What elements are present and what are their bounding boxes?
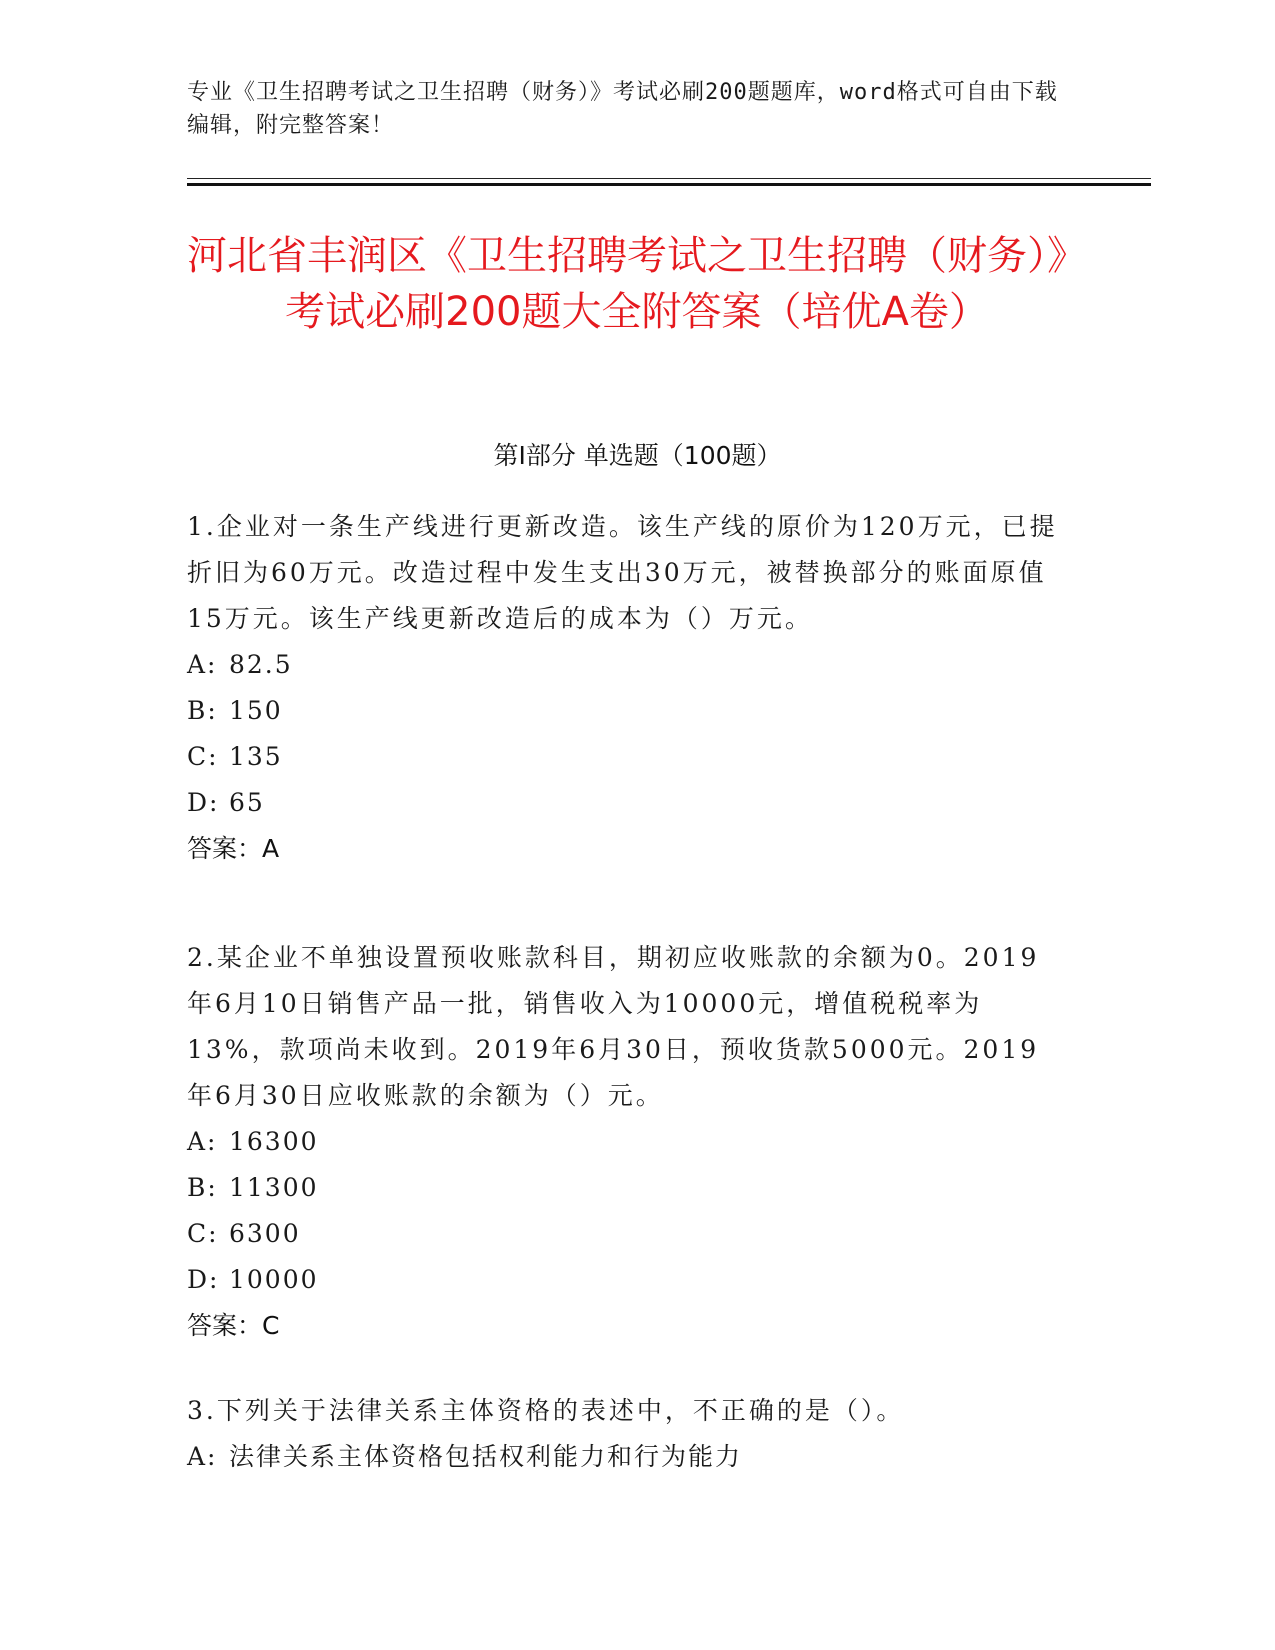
option-letter: B: <box>187 1173 218 1202</box>
header-divider-thin <box>187 178 1151 179</box>
option-d <box>187 1257 1067 1303</box>
option-letter: A: <box>187 1127 218 1156</box>
option-text: 150 <box>229 696 283 725</box>
option-text: 135 <box>229 742 283 771</box>
option-letter: B: <box>187 696 218 725</box>
option-text: 10000 <box>229 1265 319 1294</box>
question-stem: 3.下列关于法律关系主体资格的表述中，不正确的是（）。 <box>187 1396 905 1425</box>
option-a <box>187 1119 1067 1165</box>
option-b <box>187 688 1067 734</box>
option-text: 6300 <box>229 1219 301 1248</box>
option-text: 11300 <box>229 1173 319 1202</box>
question-2 <box>187 935 1067 1349</box>
option-c <box>187 734 1067 780</box>
option-letter: C: <box>187 1219 219 1248</box>
question-stem: 1.企业对一条生产线进行更新改造。该生产线的原价为120万元，已提折旧为60万元。改造过程中发生支出30万元，被替换部分的账面原值15万元。该生产线更新改造后的成本为（）万元。 <box>187 512 1058 633</box>
answer: 答案：C <box>187 1311 280 1340</box>
option-letter: C: <box>187 742 219 771</box>
document-title: 河北省丰润区《卫生招聘考试之卫生招聘（财务）》考试必刷200题大全附答案（培优A卷） <box>187 233 1087 335</box>
header-divider-thick <box>187 183 1151 186</box>
question-1 <box>187 504 1067 872</box>
question-stem: 2.某企业不单独设置预收账款科目，期初应收账款的余额为0。2019年6月10日销售产品一批，销售收入为10000元，增值税税率为13%，款项尚未收到。2019年6月30日，预收货款5000元。2019年6月30日应收账款的余额为（）元。 <box>187 943 1040 1110</box>
option-letter: D: <box>187 1265 220 1294</box>
header-intro: 专业《卫生招聘考试之卫生招聘（财务）》考试必刷200题题库，word格式可自由下载编辑，附完整答案！ <box>187 80 1058 138</box>
option-text: 82.5 <box>229 650 293 679</box>
option-a <box>187 642 1067 688</box>
section-title: 第I部分 单选题（100题） <box>493 441 782 470</box>
option-text: 65 <box>229 788 265 817</box>
answer: 答案：A <box>187 834 280 863</box>
option-b <box>187 1165 1067 1211</box>
option-letter: D: <box>187 788 220 817</box>
option-text: 16300 <box>229 1127 319 1156</box>
option-d <box>187 780 1067 826</box>
question-3 <box>187 1388 1067 1480</box>
option-letter: A: <box>187 1442 218 1471</box>
option-text: 法律关系主体资格包括权利能力和行为能力 <box>229 1442 743 1471</box>
option-a <box>187 1434 1067 1480</box>
option-c <box>187 1211 1067 1257</box>
option-letter: A: <box>187 650 218 679</box>
